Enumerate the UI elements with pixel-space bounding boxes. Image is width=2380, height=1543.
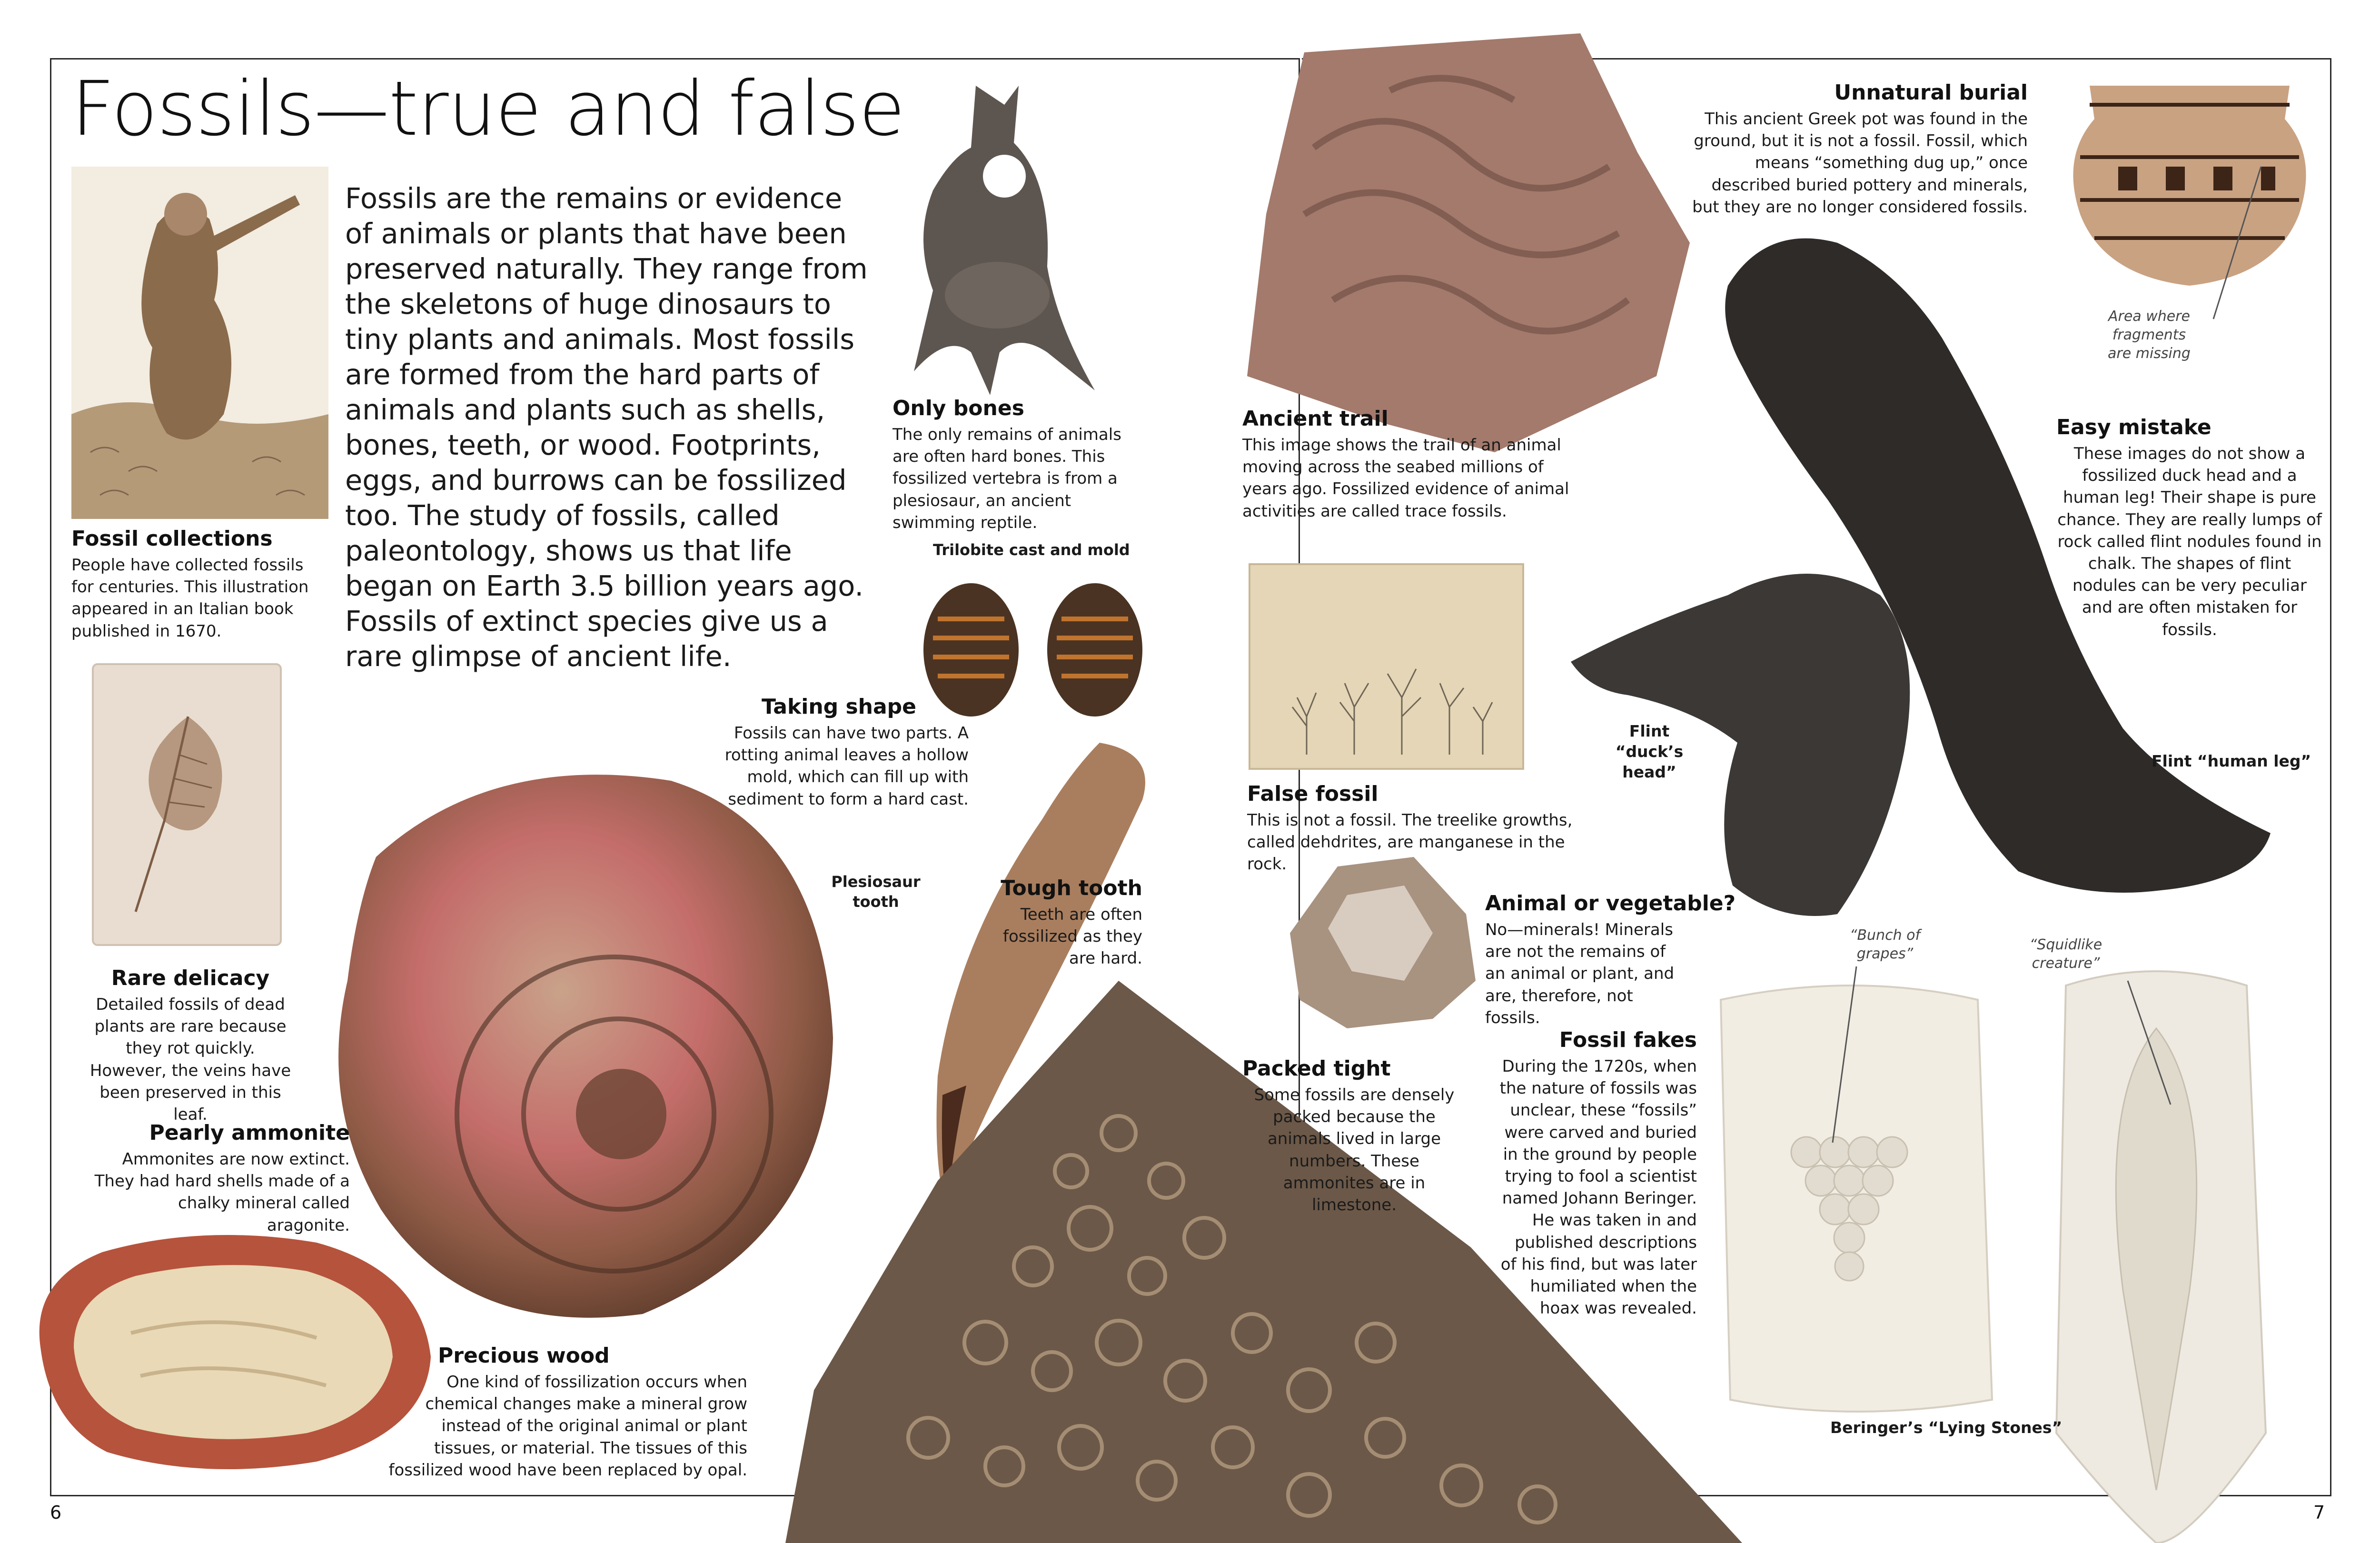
caption-pearly-ammonite xyxy=(93,1119,350,1236)
page-title: Fossils—true and false xyxy=(71,65,905,153)
page-number-right: 7 xyxy=(2313,1502,2325,1523)
caption-body: These images do not show a fossilized duck head and a human leg! Their shape is pure chance. They are really lumps of rock called flint nodules found in chalk. The shapes of flint nodules can be very peculiar and are often mistaken for fossils. xyxy=(2057,444,2322,639)
caption-rare-delicacy xyxy=(88,964,293,1125)
caption-heading: Taking shape xyxy=(761,695,916,719)
intro-paragraph: Fossils are the remains or evidence of animals or plants that have been preserved naturally. They range from the skeletons of huge dinosaurs to tiny plants and animals. Most fossils are formed from the hard parts of animals and plants such as shells, bones, teeth, or wood. Footprints, eggs, and burrows can be fossilized too. The study of fossils, called paleontology, shows us that life began on Earth 3.5 billion years ago. Fossils of extinct species give us a rare glimpse of ancient life. xyxy=(345,182,868,673)
caption-body: This image shows the trail of an animal moving across the seabed millions of years ago. Fossilized evidence of animal activities are called trace fossils. xyxy=(1242,435,1569,521)
caption-heading: Fossil fakes xyxy=(1559,1028,1697,1052)
caption-heading: Fossil collections xyxy=(71,527,273,551)
caption-heading: Pearly ammonite xyxy=(149,1121,350,1145)
caption-heading: Easy mistake xyxy=(2056,415,2211,439)
caption-heading: Rare delicacy xyxy=(111,966,270,990)
caption-animal-or-vegetable xyxy=(1485,889,1736,1029)
caption-ancient-trail xyxy=(1242,405,1571,522)
caption-body: Detailed fossils of dead plants are rare because they rot quickly. However, the veins have been preserved in this leaf. xyxy=(89,995,291,1124)
caption-heading: Unnatural burial xyxy=(1834,80,2028,105)
caption-body: Ammonites are now extinct. They had hard shells made of a chalky mineral called aragonite. xyxy=(94,1149,350,1235)
caption-body: One kind of fossilization occurs when chemical changes make a mineral grow instead of the original animal or plant tissues, or material. The tissues of this fossilized wood have been replaced by opal. xyxy=(388,1372,747,1480)
caption-precious-wood xyxy=(376,1342,747,1481)
label-trilobite: Trilobite cast and mold xyxy=(933,541,1130,559)
caption-heading: Packed tight xyxy=(1242,1056,1391,1081)
caption-body: This is not a fossil. The treelike growths, called dehdrites, are manganese in the rock. xyxy=(1247,810,1573,874)
caption-false-fossil xyxy=(1247,780,1590,876)
caption-body: The only remains of animals are often hard bones. This fossilized vertebra is from a plesiosaur, an ancient swimming reptile. xyxy=(892,425,1121,532)
caption-heading: Precious wood xyxy=(438,1344,610,1368)
caption-heading: Ancient trail xyxy=(1242,407,1388,431)
caption-body: People have collected fossils for centuries. This illustration appeared in an Italian book published in 1670. xyxy=(71,555,309,641)
caption-body: Some fossils are densely packed because the animals lived in large numbers. These ammonites are in limestone. xyxy=(1254,1085,1455,1214)
label-duck-head: Flint “duck’s head” xyxy=(1615,722,1684,781)
caption-packed-tight xyxy=(1242,1055,1466,1216)
caption-unnatural-burial xyxy=(1685,79,2028,218)
label-plesiosaur-tooth: Plesiosaur tooth xyxy=(831,873,921,911)
caption-heading: Only bones xyxy=(892,396,1024,420)
label-lying-stones: Beringer’s “Lying Stones” xyxy=(1830,1418,2063,1437)
caption-heading: Animal or vegetable? xyxy=(1485,891,1736,916)
caption-taking-shape xyxy=(704,693,969,810)
caption-tough-tooth xyxy=(1000,874,1142,970)
caption-body: This ancient Greek pot was found in the ground, but it is not a fossil. Fossil, which means “something dug up,” once described buried pottery and minerals, but they are no longer considered fossils. xyxy=(1692,109,2028,217)
caption-fossil-fakes xyxy=(1497,1026,1697,1320)
note-squidlike-creature: “Squidlike creature” xyxy=(2029,936,2102,972)
caption-body: Teeth are often fossilized as they are hard. xyxy=(1003,905,1142,968)
caption-body: No—minerals! Minerals are not the remains of an animal or plant, and are, therefore, not fossils. xyxy=(1485,920,1675,1027)
caption-heading: False fossil xyxy=(1247,782,1378,806)
label-human-leg: Flint “human leg” xyxy=(2152,752,2311,770)
note-bunch-of-grapes: “Bunch of grapes” xyxy=(1849,927,1921,962)
caption-easy-mistake xyxy=(2056,413,2323,641)
caption-body: During the 1720s, when the nature of fossils was unclear, these “fossils” were carved and buried in the ground by people trying to fool a scientist named Johann Beringer. He was taken in and published descriptions of his find, but was later humiliated when the hoax was revealed. xyxy=(1499,1056,1697,1318)
note-area-missing: Area where fragments are missing xyxy=(2108,308,2191,362)
caption-fossil-collections xyxy=(71,525,328,642)
caption-only-bones xyxy=(892,394,1130,534)
page-number-left: 6 xyxy=(50,1502,62,1523)
caption-body: Fossils can have two parts. A rotting animal leaves a hollow mold, which can fill up with sediment to form a hard cast. xyxy=(724,723,969,809)
caption-heading: Tough tooth xyxy=(1001,876,1142,900)
